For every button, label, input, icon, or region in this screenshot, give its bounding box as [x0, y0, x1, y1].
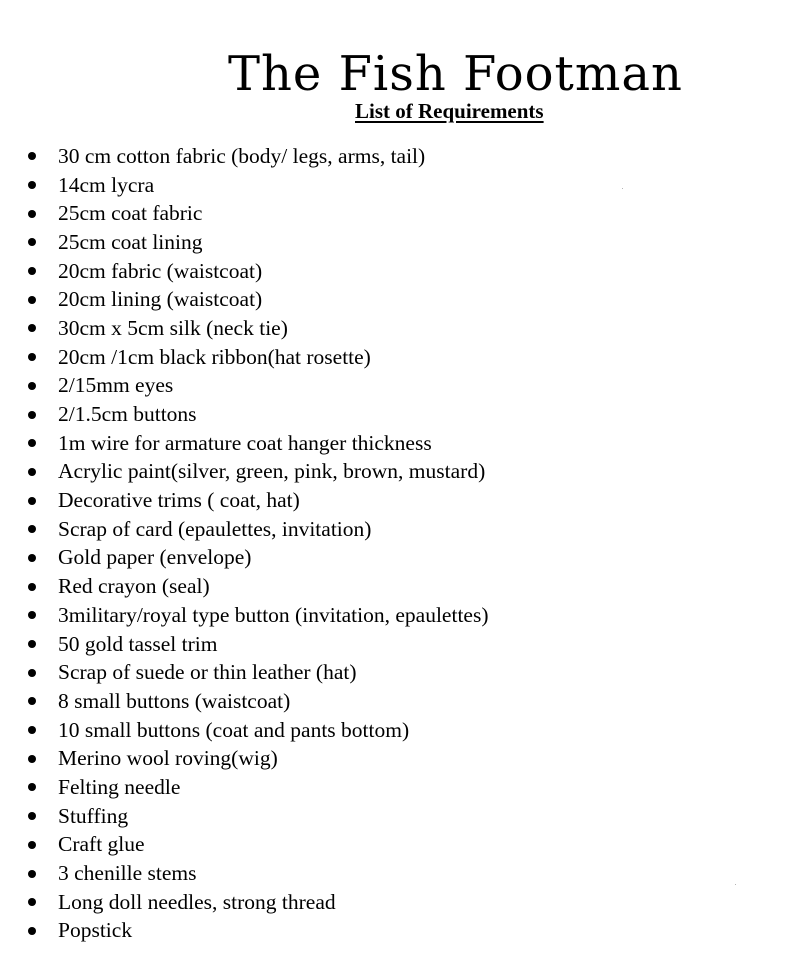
bullet-icon [28, 411, 36, 419]
scan-speck [735, 884, 736, 885]
list-item [28, 199, 489, 228]
list-item [28, 257, 489, 286]
bullet-icon [28, 525, 36, 533]
list-item-text: 3 chenille stems [58, 861, 197, 886]
list-item [28, 458, 489, 487]
list-item [28, 831, 489, 860]
list-item [28, 630, 489, 659]
list-item-text: 3military/royal type button (invitation, epaulettes) [58, 602, 489, 627]
list-item-text: 30 cm cotton fabric (body/ legs, arms, tail) [58, 143, 426, 168]
list-item-text: Long doll needles, strong thread [58, 889, 336, 914]
bullet-icon [28, 669, 36, 677]
bullet-icon [28, 726, 36, 734]
list-item [28, 429, 489, 458]
list-item-text: 20cm /1cm black ribbon(hat rosette) [58, 344, 371, 369]
bullet-icon [28, 181, 36, 189]
list-item-text: Craft glue [58, 832, 145, 857]
list-item [28, 744, 489, 773]
list-item-text: Popstick [58, 918, 133, 943]
list-item-text: 10 small buttons (coat and pants bottom) [58, 717, 410, 742]
list-item-text: 2/15mm eyes [58, 373, 174, 398]
list-item [28, 515, 489, 544]
list-item [28, 314, 489, 343]
list-item-text: 8 small buttons (waistcoat) [58, 688, 291, 713]
list-item [28, 687, 489, 716]
bullet-icon [28, 324, 36, 332]
bullet-icon [28, 439, 36, 447]
bullet-icon [28, 611, 36, 619]
list-item [28, 888, 489, 917]
list-item-text: Scrap of suede or thin leather (hat) [58, 660, 357, 685]
list-item-text: 20cm lining (waistcoat) [58, 287, 263, 312]
list-item-text: Decorative trims ( coat, hat) [58, 488, 300, 513]
bullet-icon [28, 554, 36, 562]
list-item-text: 30cm x 5cm silk (neck tie) [58, 315, 288, 340]
bullet-icon [28, 640, 36, 648]
list-item-text: Scrap of card (epaulettes, invitation) [58, 516, 372, 541]
bullet-icon [28, 870, 36, 878]
bullet-icon [28, 267, 36, 275]
list-item [28, 859, 489, 888]
scan-speck [622, 188, 623, 189]
bullet-icon [28, 898, 36, 906]
list-item-text: 1m wire for armature coat hanger thickness [58, 430, 432, 455]
bullet-icon [28, 841, 36, 849]
list-item-text: Acrylic paint(silver, green, pink, brown, mustard) [58, 459, 486, 484]
list-heading: List of Requirements [355, 99, 544, 123]
list-item [28, 658, 489, 687]
list-item [28, 228, 489, 257]
list-item-text: Felting needle [58, 774, 181, 799]
bullet-icon [28, 927, 36, 935]
bullet-icon [28, 468, 36, 476]
bullet-icon [28, 583, 36, 591]
list-item-text: 14cm lycra [58, 172, 155, 197]
document-title: The Fish Footman [228, 46, 683, 103]
list-item [28, 917, 489, 946]
bullet-icon [28, 497, 36, 505]
bullet-icon [28, 238, 36, 246]
bullet-icon [28, 296, 36, 304]
bullet-icon [28, 812, 36, 820]
list-item-text: Gold paper (envelope) [58, 545, 252, 570]
list-item [28, 171, 489, 200]
list-item-text: 25cm coat lining [58, 229, 203, 254]
list-item-text: 50 gold tassel trim [58, 631, 218, 656]
list-item [28, 372, 489, 401]
list-item [28, 486, 489, 515]
bullet-icon [28, 353, 36, 361]
list-item-text: 25cm coat fabric [58, 201, 203, 226]
bullet-icon [28, 382, 36, 390]
bullet-icon [28, 697, 36, 705]
list-item [28, 400, 489, 429]
list-item [28, 773, 489, 802]
list-item [28, 802, 489, 831]
bullet-icon [28, 783, 36, 791]
list-item [28, 601, 489, 630]
bullet-icon [28, 755, 36, 763]
list-item [28, 142, 489, 171]
list-item [28, 343, 489, 372]
bullet-icon [28, 152, 36, 160]
list-item-text: Merino wool roving(wig) [58, 746, 278, 771]
list-item [28, 285, 489, 314]
requirements-list [28, 142, 489, 945]
list-item-text: 20cm fabric (waistcoat) [58, 258, 263, 283]
list-item [28, 572, 489, 601]
bullet-icon [28, 210, 36, 218]
list-item-text: 2/1.5cm buttons [58, 402, 197, 427]
list-item-text: Stuffing [58, 803, 129, 828]
list-item [28, 544, 489, 573]
list-item-text: Red crayon (seal) [58, 574, 210, 599]
list-item [28, 716, 489, 745]
